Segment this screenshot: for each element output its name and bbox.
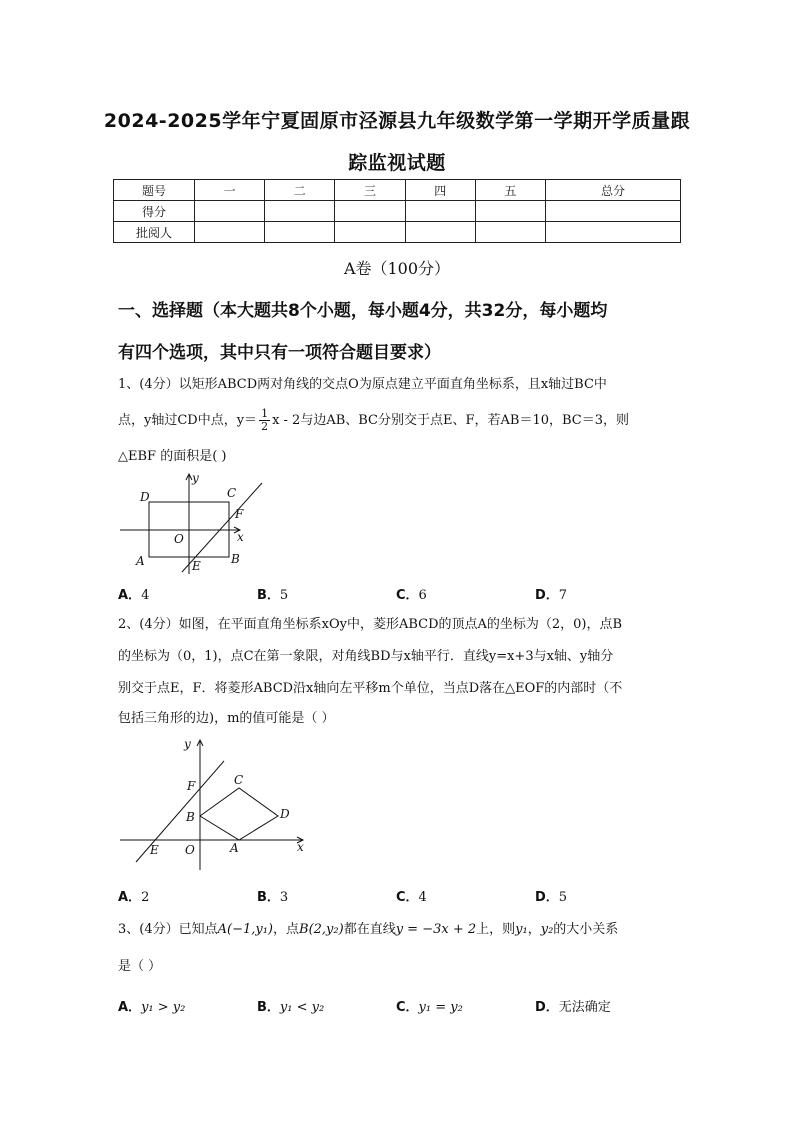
reviewer-cell[interactable]	[546, 222, 681, 243]
table-header-cell: 三	[335, 180, 405, 201]
option-value: y₁ = y₂	[418, 1000, 463, 1015]
q3-text-e: 的大小关系	[553, 922, 619, 937]
q1-option-a[interactable]	[118, 584, 149, 603]
q1-label-E: E	[192, 559, 201, 573]
option-value: 4	[141, 588, 150, 603]
score-cell[interactable]	[475, 201, 545, 222]
q1-option-c[interactable]	[396, 584, 427, 603]
q1-label-O: O	[174, 532, 184, 546]
q2-option-b[interactable]	[257, 886, 288, 905]
option-value: 5	[558, 890, 568, 905]
score-cell[interactable]	[546, 201, 681, 222]
reviewer-cell[interactable]	[265, 222, 335, 243]
q2-label-F: F	[187, 779, 196, 793]
table-header-cell: 题号	[114, 180, 195, 201]
part1-heading-line1: 一、选择题（本大题共8个小题，每小题4分，共32分，每小题均	[118, 301, 608, 321]
option-value: 无法确定	[558, 1000, 611, 1015]
q3-text-c: 都在直线	[343, 922, 396, 937]
row-label-score: 得分	[114, 201, 195, 222]
q1-line2-post: x - 2与边AB、BC分别交于点E、F，若AB＝10，BC＝3，则	[272, 413, 630, 428]
reviewer-cell[interactable]	[475, 222, 545, 243]
q1-label-y: y	[192, 471, 199, 485]
q2-option-a[interactable]	[118, 886, 149, 905]
q3-option-b[interactable]	[257, 996, 324, 1015]
table-row	[114, 201, 681, 222]
page-title-line1: 2024-2025学年宁夏固原市泾源县九年级数学第一学期开学质量跟	[103, 110, 691, 132]
option-value: 6	[418, 588, 427, 603]
q3-line2: 是（ ）	[118, 959, 162, 974]
option-key: C．	[396, 1000, 419, 1015]
score-cell[interactable]	[405, 201, 475, 222]
option-key: D．	[535, 890, 559, 905]
option-value: y₁ < y₂	[279, 1000, 325, 1015]
q2-line3: 别交于点E，F．将菱形ABCD沿x轴向左平移m个单位，当点D落在△EOF的内部时（不	[118, 681, 623, 696]
option-value: 2	[141, 890, 150, 905]
table-header-cell: 二	[265, 180, 335, 201]
reviewer-cell[interactable]	[195, 222, 265, 243]
table-header-cell: 四	[405, 180, 475, 201]
q2-option-c[interactable]	[396, 886, 427, 905]
q3-point-a: A(−1,y₁)	[217, 922, 274, 937]
score-table	[113, 179, 681, 243]
q1-label-C: C	[227, 486, 237, 500]
q3-separator: ，	[527, 922, 541, 937]
q1-label-D: D	[140, 490, 150, 504]
table-header-cell: 五	[475, 180, 545, 201]
q3-text-b: ，点	[273, 922, 300, 937]
q2-label-C: C	[234, 773, 244, 787]
q1-line2-pre: 点，y轴过CD中点，y＝	[118, 413, 258, 428]
q1-option-b[interactable]	[257, 584, 288, 603]
table-header-cell: 一	[195, 180, 265, 201]
frac-numerator: 1	[261, 407, 269, 420]
option-key: B．	[257, 588, 280, 603]
reviewer-cell[interactable]	[405, 222, 475, 243]
q1-figure	[118, 470, 268, 580]
q3-option-a[interactable]	[118, 996, 185, 1015]
option-value: 7	[558, 588, 568, 603]
q1-label-B: B	[231, 552, 240, 566]
q3-line1	[118, 915, 618, 945]
section-title: A卷（100分）	[343, 259, 451, 278]
q1-line2	[118, 406, 629, 436]
fraction	[259, 408, 270, 433]
q1-label-x: x	[237, 530, 244, 544]
option-value: 4	[418, 890, 427, 905]
option-key: A．	[118, 588, 142, 603]
score-table-header-row	[114, 180, 681, 201]
score-cell[interactable]	[265, 201, 335, 222]
q2-option-d[interactable]	[535, 886, 567, 905]
q2-label-O: O	[185, 843, 195, 857]
q3-option-c[interactable]	[396, 996, 463, 1015]
option-key: D．	[535, 1000, 559, 1015]
table-header-cell: 总分	[546, 180, 681, 201]
q2-line4: 包括三角形的边)，m的值可能是（ ）	[118, 711, 335, 726]
q2-label-y: y	[184, 737, 191, 751]
q1-line3: △EBF 的面积是( )	[118, 449, 227, 464]
q2-figure	[118, 734, 318, 874]
q2-line1: 2、(4分）如图，在平面直角坐标系xOy中，菱形ABCD的顶点A的坐标为（2，0)，点B	[118, 617, 623, 632]
option-key: C．	[396, 890, 419, 905]
q2-label-D: D	[280, 807, 290, 821]
q2-label-E: E	[150, 843, 159, 857]
q3-option-d[interactable]	[535, 996, 611, 1015]
q2-rhombus	[200, 788, 278, 840]
score-cell[interactable]	[195, 201, 265, 222]
reviewer-cell[interactable]	[335, 222, 405, 243]
score-cell[interactable]	[335, 201, 405, 222]
q3-line-equation: y = −3x + 2	[395, 922, 477, 937]
frac-denominator: 2	[261, 420, 269, 433]
option-value: y₁ > y₂	[141, 1000, 186, 1015]
q3-text-d: 上，则	[476, 922, 516, 937]
option-key: B．	[257, 890, 280, 905]
part1-heading-line2: 有四个选项，其中只有一项符合题目要求）	[118, 343, 441, 363]
q2-label-x: x	[297, 840, 304, 854]
q2-line2: 的坐标为（0，1)，点C在第一象限，对角线BD与x轴平行．直线y=x+3与x轴、y轴分	[118, 649, 614, 664]
q2-label-A: A	[230, 841, 239, 855]
page-title-line2: 踪监视试题	[348, 152, 446, 174]
option-key: A．	[118, 890, 142, 905]
option-key: A．	[118, 1000, 142, 1015]
q1-line1: 1、(4分）以矩形ABCD两对角线的交点O为原点建立平面直角坐标系，且x轴过BC中	[118, 377, 607, 392]
option-value: 5	[279, 588, 289, 603]
q1-label-A: A	[136, 554, 145, 568]
option-key: B．	[257, 1000, 280, 1015]
row-label-reviewer: 批阅人	[114, 222, 195, 243]
q2-label-B: B	[186, 810, 195, 824]
q1-label-F: F	[235, 507, 244, 521]
q3-point-b: B(2,y₂)	[299, 922, 344, 937]
q1-option-d[interactable]	[535, 584, 567, 603]
q3-text-a: 3、(4分）已知点	[118, 922, 218, 937]
option-key: D．	[535, 588, 559, 603]
table-row	[114, 222, 681, 243]
option-key: C．	[396, 588, 419, 603]
option-value: 3	[279, 890, 289, 905]
q3-y1: y₁	[515, 922, 528, 937]
q3-y2: y₂	[540, 922, 554, 937]
